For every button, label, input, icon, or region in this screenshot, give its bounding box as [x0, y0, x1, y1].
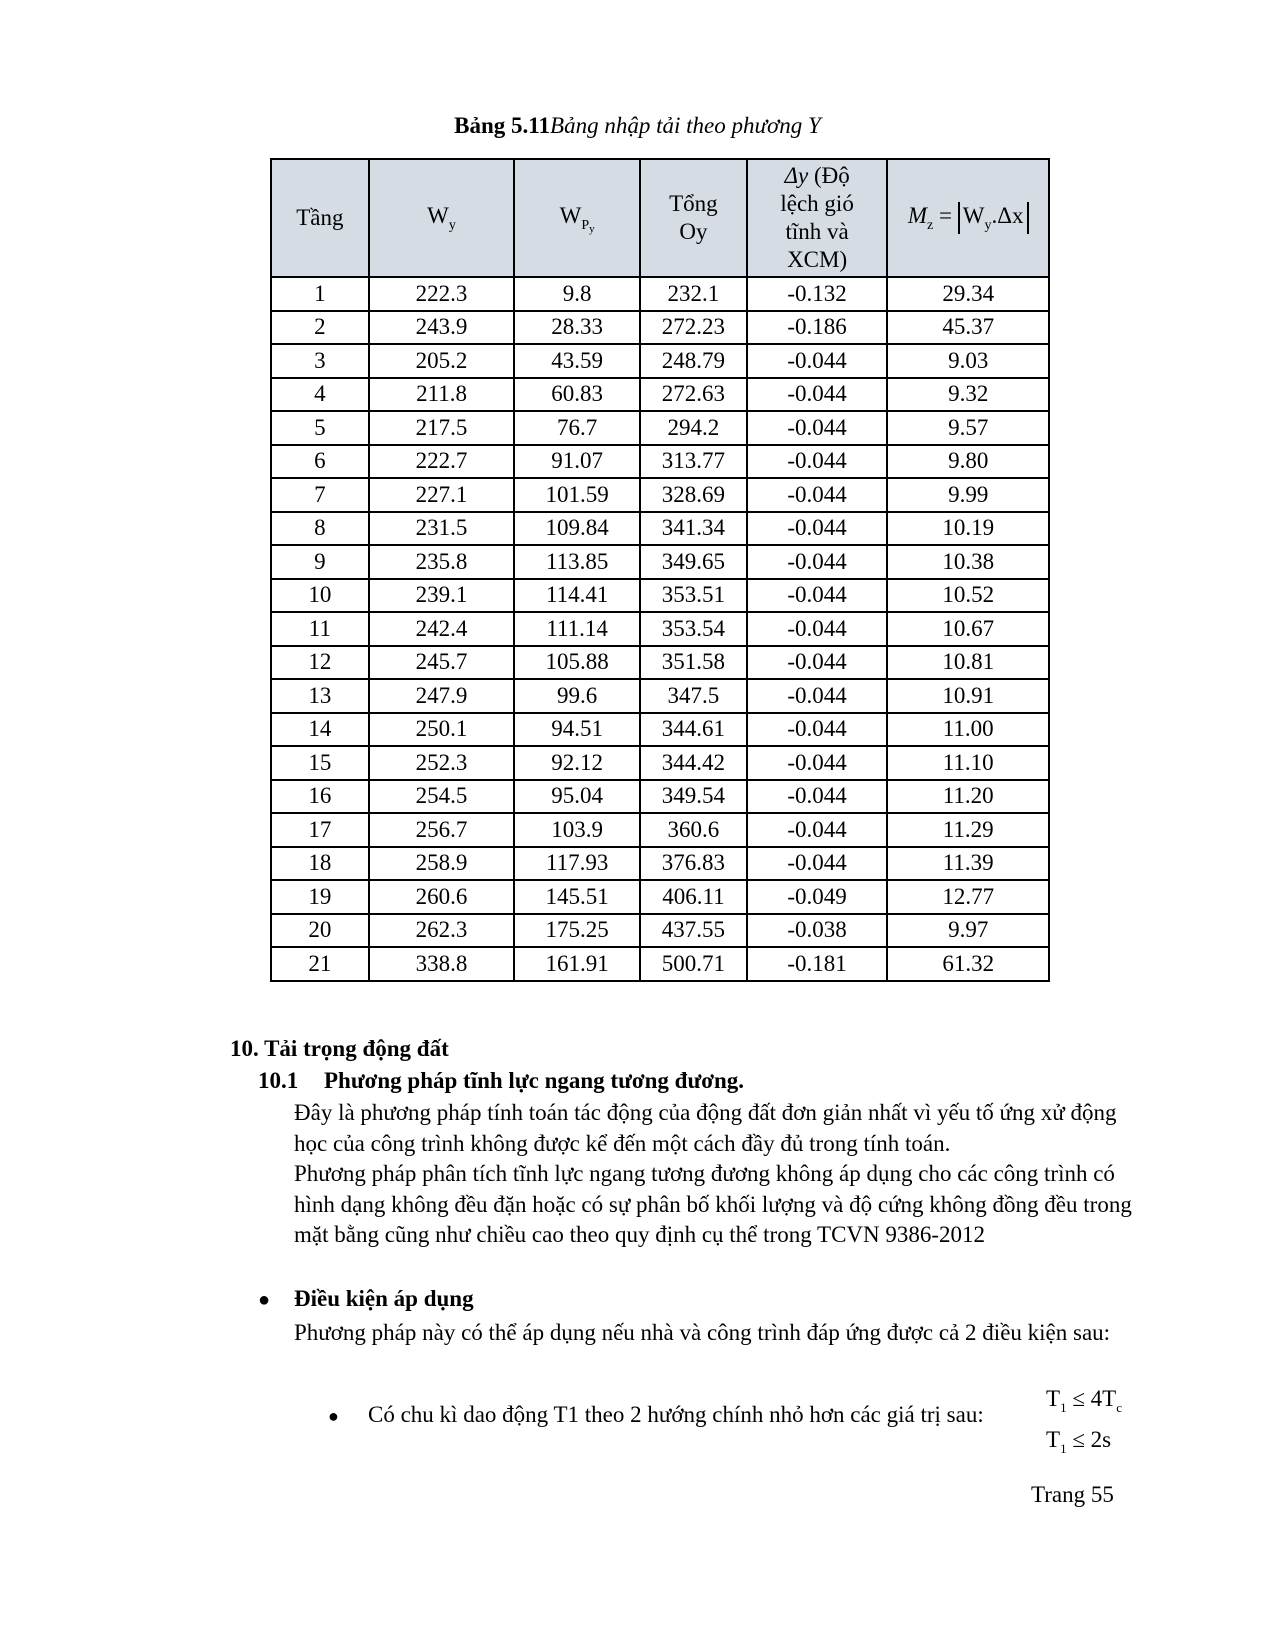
load-table [270, 158, 1050, 982]
cell-floor: 14 [271, 713, 369, 747]
table-row [271, 512, 1049, 546]
cell-wpy: 9.8 [514, 277, 640, 311]
formula-line-1: $T_1 \le 4T_c$ [1046, 1386, 1123, 1415]
cell-total-oy: 376.83 [640, 847, 747, 881]
cell-delta-y: -0.044 [747, 579, 888, 613]
cell-floor: 3 [271, 344, 369, 378]
cell-delta-y: -0.044 [747, 512, 888, 546]
page-number: Trang 55 [1031, 1482, 1114, 1507]
table-row [271, 311, 1049, 345]
cell-delta-y: -0.186 [747, 311, 888, 345]
bullet-dot-icon: ● [328, 1406, 339, 1426]
cell-mz: 10.67 [887, 612, 1049, 646]
conditions-text [294, 1318, 1154, 1349]
cell-floor: 8 [271, 512, 369, 546]
cell-total-oy: 349.65 [640, 545, 747, 579]
table-caption [0, 113, 1275, 139]
cell-floor: 12 [271, 646, 369, 680]
cell-wy: 245.7 [369, 646, 515, 680]
cell-wpy: 109.84 [514, 512, 640, 546]
cell-floor: 13 [271, 679, 369, 713]
cell-total-oy: 360.6 [640, 813, 747, 847]
cell-wpy: 95.04 [514, 780, 640, 814]
cell-mz: 9.03 [887, 344, 1049, 378]
table-row [271, 914, 1049, 948]
header-wy: $W_y$ [369, 159, 515, 277]
cell-floor: 5 [271, 411, 369, 445]
cell-delta-y: -0.044 [747, 545, 888, 579]
cell-wy: 260.6 [369, 880, 515, 914]
cell-wpy: 101.59 [514, 478, 640, 512]
section-heading: 10. Tải trọng động đất [230, 1036, 449, 1061]
cell-total-oy: 248.79 [640, 344, 747, 378]
cell-wy: 258.9 [369, 847, 515, 881]
cell-mz: 9.99 [887, 478, 1049, 512]
cell-mz: 9.32 [887, 378, 1049, 412]
cell-mz: 10.19 [887, 512, 1049, 546]
cell-wpy: 91.07 [514, 445, 640, 479]
bullet-dot-icon: ● [258, 1289, 271, 1311]
cell-wy: 250.1 [369, 713, 515, 747]
table-row [271, 579, 1049, 613]
cell-wpy: 117.93 [514, 847, 640, 881]
cell-mz: 10.38 [887, 545, 1049, 579]
cell-wpy: 103.9 [514, 813, 640, 847]
cell-wpy: 111.14 [514, 612, 640, 646]
cell-total-oy: 344.42 [640, 746, 747, 780]
cell-floor: 10 [271, 579, 369, 613]
table-row [271, 277, 1049, 311]
header-wpy: $W_{Py}$ [514, 159, 640, 277]
cell-wpy: 113.85 [514, 545, 640, 579]
caption-title: Bảng nhập tải theo phương Y [550, 113, 821, 138]
cell-wy: 227.1 [369, 478, 515, 512]
cell-delta-y: -0.044 [747, 813, 888, 847]
cell-delta-y: -0.044 [747, 411, 888, 445]
cell-wy: 242.4 [369, 612, 515, 646]
cell-total-oy: 437.55 [640, 914, 747, 948]
cell-wpy: 175.25 [514, 914, 640, 948]
cell-total-oy: 351.58 [640, 646, 747, 680]
paragraph-2: Phương pháp phân tích tĩnh lực ngang tương đương không áp dụng cho các công trình có hình dạng không đều đặn hoặc có sự phân bố khối lượng và độ cứng không đồng đều trong mặt bằng cũng như chiều cao theo quy định cụ thể trong TCVN 9386-2012 [294, 1161, 1132, 1247]
cell-total-oy: 272.23 [640, 311, 747, 345]
cell-delta-y: -0.044 [747, 646, 888, 680]
table-row [271, 947, 1049, 981]
cell-total-oy: 328.69 [640, 478, 747, 512]
cell-total-oy: 313.77 [640, 445, 747, 479]
period-formula [1046, 1380, 1122, 1462]
cell-floor: 21 [271, 947, 369, 981]
table-row [271, 847, 1049, 881]
cell-mz: 11.39 [887, 847, 1049, 881]
cell-total-oy: 272.63 [640, 378, 747, 412]
cell-mz: 11.10 [887, 746, 1049, 780]
table-row [271, 813, 1049, 847]
table-row [271, 679, 1049, 713]
cell-wy: 338.8 [369, 947, 515, 981]
cell-mz: 11.00 [887, 713, 1049, 747]
table-row [271, 445, 1049, 479]
cell-mz: 10.81 [887, 646, 1049, 680]
header-total: Tổng Oy [640, 159, 747, 277]
cell-delta-y: -0.044 [747, 746, 888, 780]
cell-total-oy: 353.54 [640, 612, 747, 646]
cell-delta-y: -0.044 [747, 847, 888, 881]
cell-floor: 19 [271, 880, 369, 914]
cell-total-oy: 344.61 [640, 713, 747, 747]
table-header-row [271, 159, 1049, 277]
cell-floor: 4 [271, 378, 369, 412]
bullet-conditions [258, 1286, 474, 1312]
cell-wpy: 76.7 [514, 411, 640, 445]
cell-wpy: 60.83 [514, 378, 640, 412]
body-text [294, 1098, 1154, 1251]
bullet-title: Điều kiện áp dụng [294, 1286, 474, 1311]
table-row [271, 713, 1049, 747]
cell-mz: 9.57 [887, 411, 1049, 445]
cell-wpy: 92.12 [514, 746, 640, 780]
cell-floor: 9 [271, 545, 369, 579]
cell-wy: 254.5 [369, 780, 515, 814]
cell-wy: 205.2 [369, 344, 515, 378]
cell-delta-y: -0.044 [747, 679, 888, 713]
cell-wy: 211.8 [369, 378, 515, 412]
cell-delta-y: -0.044 [747, 445, 888, 479]
cell-total-oy: 500.71 [640, 947, 747, 981]
cell-wpy: 94.51 [514, 713, 640, 747]
cell-mz: 9.80 [887, 445, 1049, 479]
conditions-paragraph: Phương pháp này có thể áp dụng nếu nhà và công trình đáp ứng được cả 2 điều kiện sau: [294, 1320, 1111, 1345]
cell-mz: 9.97 [887, 914, 1049, 948]
subsection-heading [258, 1068, 744, 1094]
table-row [271, 612, 1049, 646]
cell-delta-y: -0.038 [747, 914, 888, 948]
cell-total-oy: 294.2 [640, 411, 747, 445]
cell-total-oy: 341.34 [640, 512, 747, 546]
cell-floor: 6 [271, 445, 369, 479]
cell-total-oy: 347.5 [640, 679, 747, 713]
cell-wy: 262.3 [369, 914, 515, 948]
cell-mz: 29.34 [887, 277, 1049, 311]
caption-number: Bảng 5.11 [454, 113, 551, 138]
table-row [271, 746, 1049, 780]
cell-delta-y: -0.044 [747, 612, 888, 646]
cell-floor: 15 [271, 746, 369, 780]
condition-item [328, 1402, 984, 1428]
cell-wpy: 28.33 [514, 311, 640, 345]
header-dy: Δy (Độ lệch gió tĩnh và XCM) [747, 159, 888, 277]
header-mz: $M_z = W_y.\Delta x$ [887, 159, 1049, 277]
cell-wpy: 145.51 [514, 880, 640, 914]
cell-wy: 256.7 [369, 813, 515, 847]
cell-floor: 20 [271, 914, 369, 948]
cell-mz: 61.32 [887, 947, 1049, 981]
cell-wpy: 105.88 [514, 646, 640, 680]
cell-wpy: 161.91 [514, 947, 640, 981]
header-floor: Tầng [271, 159, 369, 277]
cell-floor: 17 [271, 813, 369, 847]
cell-delta-y: -0.044 [747, 478, 888, 512]
cell-wy: 231.5 [369, 512, 515, 546]
table-row [271, 378, 1049, 412]
table-row [271, 411, 1049, 445]
cell-delta-y: -0.044 [747, 344, 888, 378]
condition-item-text: Có chu kì dao động T1 theo 2 hướng chính nhỏ hơn các giá trị sau: [368, 1402, 984, 1427]
cell-floor: 1 [271, 277, 369, 311]
cell-wpy: 43.59 [514, 344, 640, 378]
cell-total-oy: 349.54 [640, 780, 747, 814]
cell-floor: 18 [271, 847, 369, 881]
cell-mz: 45.37 [887, 311, 1049, 345]
cell-mz: 10.91 [887, 679, 1049, 713]
cell-mz: 11.20 [887, 780, 1049, 814]
cell-floor: 2 [271, 311, 369, 345]
table-row [271, 478, 1049, 512]
table-row [271, 545, 1049, 579]
cell-total-oy: 353.51 [640, 579, 747, 613]
cell-floor: 16 [271, 780, 369, 814]
cell-delta-y: -0.044 [747, 713, 888, 747]
cell-wpy: 114.41 [514, 579, 640, 613]
cell-total-oy: 406.11 [640, 880, 747, 914]
cell-delta-y: -0.044 [747, 378, 888, 412]
cell-floor: 11 [271, 612, 369, 646]
table-row [271, 880, 1049, 914]
cell-floor: 7 [271, 478, 369, 512]
table-row [271, 780, 1049, 814]
table-row [271, 646, 1049, 680]
cell-wy: 252.3 [369, 746, 515, 780]
cell-wy: 222.7 [369, 445, 515, 479]
cell-mz: 10.52 [887, 579, 1049, 613]
table-row [271, 344, 1049, 378]
cell-total-oy: 232.1 [640, 277, 747, 311]
cell-wy: 222.3 [369, 277, 515, 311]
cell-delta-y: -0.049 [747, 880, 888, 914]
cell-wy: 217.5 [369, 411, 515, 445]
cell-wy: 243.9 [369, 311, 515, 345]
cell-wy: 247.9 [369, 679, 515, 713]
cell-delta-y: -0.132 [747, 277, 888, 311]
paragraph-1: Đây là phương pháp tính toán tác động của động đất đơn giản nhất vì yếu tố ứng xử động học của công trình không được kể đến một cách đầy đủ trong tính toán. [294, 1100, 1117, 1156]
cell-wy: 235.8 [369, 545, 515, 579]
cell-delta-y: -0.044 [747, 780, 888, 814]
subsection-title: Phương pháp tĩnh lực ngang tương đương. [324, 1068, 745, 1093]
cell-mz: 12.77 [887, 880, 1049, 914]
cell-wy: 239.1 [369, 579, 515, 613]
cell-mz: 11.29 [887, 813, 1049, 847]
subsection-number: 10.1 [258, 1068, 299, 1093]
cell-wpy: 99.6 [514, 679, 640, 713]
formula-line-2: $T_1 \le 2s$ [1046, 1427, 1112, 1456]
cell-delta-y: -0.181 [747, 947, 888, 981]
